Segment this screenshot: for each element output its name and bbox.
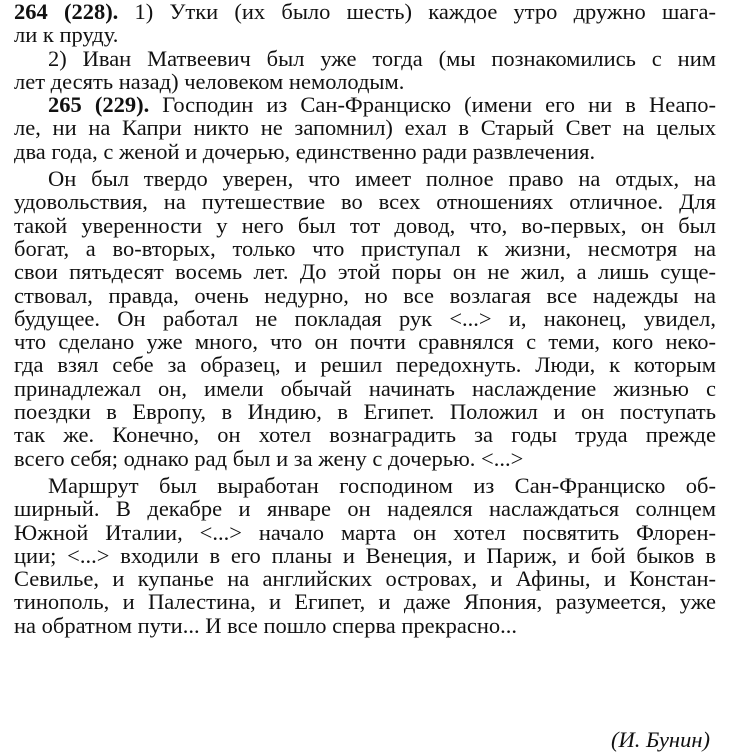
ex265-p1-line-2: ле, ни на Капри никто не запомнил) ехал в Старый Свет на целых	[14, 115, 716, 141]
ex265-line-1	[14, 93, 716, 116]
ex265-p2-line-12: так же. Конечно, он хотел вознаградить за годы труда прежде	[14, 422, 716, 448]
ex265-p3-line-1: Маршрут был выработан господином из Сан-Франциско об-	[48, 472, 716, 498]
ex264-p2-line-1: 2) Иван Матвеевич был уже тогда (мы познакомились с ним	[48, 45, 716, 71]
ex265-p2-line-4: богат, а во-вторых, только что приступал к жизни, несмотря на	[14, 235, 716, 261]
ex265-p2-line-11: поездки в Европу, в Индию, в Египет. Положил и он поступать	[14, 399, 716, 425]
ex265-p2-line-9: гда взял себе за образец, и решил передохнуть. Люди, к которым	[14, 352, 716, 378]
ex265-p3-line-4: ции; <...> входили в его планы и Венеция, и Париж, и бой быков в	[14, 542, 716, 568]
textbook-page	[14, 0, 716, 637]
ex265-p2-line-5: свои пятьдесят восемь лет. До этой поры он не жил, а лишь суще-	[14, 259, 716, 285]
ex264-p1-line-1: 1) Утки (их было шесть) каждое утро дружно шага-	[134, 0, 716, 24]
ex265-p2-line-10: принадлежал он, имели обычай начинать наслаждение жизнью с	[14, 375, 716, 401]
ex264-p1-line-2: ли к пруду.	[14, 22, 119, 48]
ex265-p2-line-2: удовольствия, на путешествие во всех отношениях отличное. Для	[14, 189, 716, 215]
ex265-p1-line-3: два года, с женой и дочерью, единственно ради развлечения.	[14, 138, 596, 164]
ex265-p2-line-13: всего себя; однако рад был и за жену с дочерью. <...>	[14, 445, 524, 471]
author-signature: (И. Бунин)	[610, 727, 710, 752]
exercise-number-265: 265 (229).	[48, 92, 150, 118]
ex265-p2-line-8: что сделано уже много, что он почти сравнялся с теми, кого неко-	[14, 329, 716, 355]
ex265-p1-line-1: Господин из Сан-Франциско (имени его ни в Неапо-	[162, 92, 716, 118]
ex265-p2-line-3: такой уверенности у него был тот довод, что, во-первых, он был	[14, 212, 716, 238]
ex264-line-1	[14, 0, 716, 23]
ex265-p2-line-7: будущее. Он работал не покладая рук <...> и, наконец, увидел,	[14, 305, 716, 331]
ex265-p3-line-7: на обратном пути... И все пошло сперва прекрасно...	[14, 612, 517, 638]
ex265-p3-line-3: Южной Италии, <...> начало марта он хотел посвятить Флорен-	[14, 519, 716, 545]
ex265-p3-line-5: Севилье, и купанье на английских островах, и Афины, и Констан-	[14, 566, 716, 592]
ex264-p2-line-2: лет десять назад) человеком немолодым.	[14, 68, 405, 94]
ex265-p2-line-6: ствовал, правда, очень недурно, но все возлагая все надежды на	[14, 282, 716, 308]
ex265-p3-line-2: ширный. В декабре и январе он надеялся наслаждаться солнцем	[14, 496, 716, 522]
exercise-number-264: 264 (228).	[14, 0, 119, 24]
ex265-p2-line-1: Он был твердо уверен, что имеет полное право на отдых, на	[48, 166, 716, 192]
ex265-p3-line-6: тинополь, и Палестина, и Египет, и даже Япония, разумеется, уже	[14, 589, 716, 615]
